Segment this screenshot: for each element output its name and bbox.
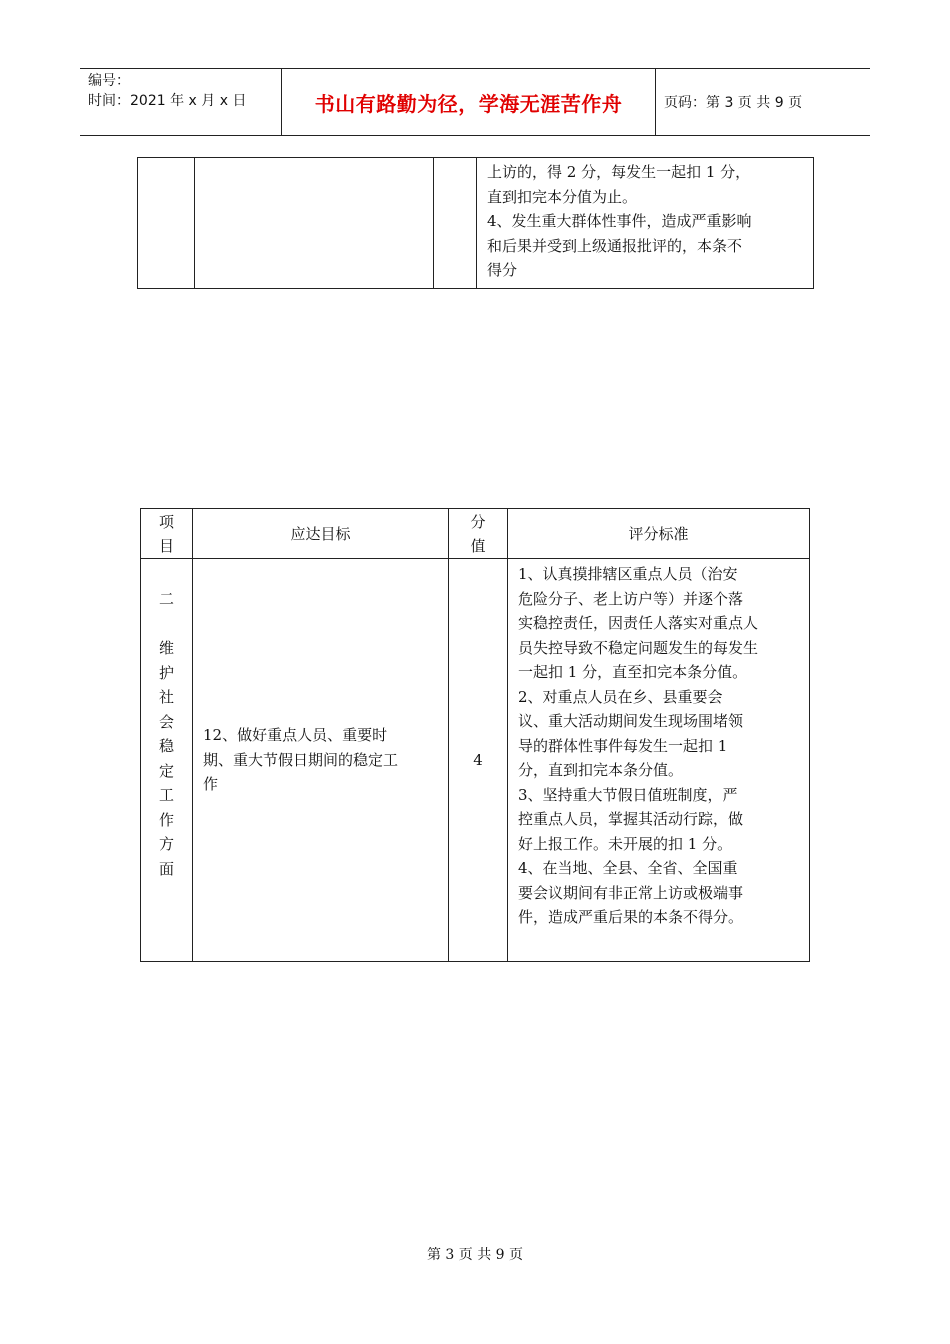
criteria-line: 要会议期间有非正常上访或极端事 [518,883,744,902]
header-criteria: 评分标准 [508,509,810,559]
header-number: 编号： [88,73,130,89]
criteria-line: 4、在当地、全县、全省、全国重 [518,859,738,877]
table-row [138,158,814,289]
continued-table [137,157,814,289]
header-text: 项 [158,512,174,531]
header-page: 页码：第 3 页 共 9 页 [664,95,803,111]
project-char: 工 [158,786,174,804]
project-char: 定 [158,761,174,780]
goal-line: 期、重大节假日期间的稳定工 [203,750,399,769]
header-time: 时间：2021 年 x 月 x 日 [88,93,247,109]
page-header [80,68,870,136]
criteria-cell [477,158,814,289]
criteria-line: 得分 [487,261,518,279]
project-char: 维 [158,639,174,657]
criteria-line: 件，造成严重后果的本条不得分。 [518,908,744,926]
project-char: 护 [158,663,174,682]
criteria-line: 实稳控责任，因责任人落实对重点人 [518,614,759,632]
criteria-line: 2、对重点人员在乡、县重要会 [518,687,723,706]
table-row [141,559,810,962]
project-char: 社 [158,688,174,706]
criteria-line: 和后果并受到上级通报批评的，本条不 [487,236,743,255]
project-char [141,612,192,637]
criteria-line: 控重点人员，掌握其活动行踪，做 [518,810,744,828]
criteria-line: 1、认真摸排辖区重点人员（治安 [518,565,738,583]
project-char: 稳 [158,737,174,755]
project-cell [141,559,193,962]
project-char: 作 [158,810,174,829]
score-cell [434,158,477,289]
project-char: 会 [158,712,174,731]
criteria-cell [508,559,810,962]
criteria-line: 4、发生重大群体性事件，造成严重影响 [487,212,752,230]
header-score [449,509,508,559]
goal-line: 12、做好重点人员、重要时 [203,726,388,745]
criteria-line: 议、重大活动期间发生现场围堵领 [518,712,744,730]
goal-cell [195,158,434,289]
project-char: 二 [158,590,174,608]
table-header-row [141,509,810,559]
header-meta [80,69,282,135]
header-project [141,509,193,559]
header-text: 目 [158,536,174,555]
score-cell: 4 [449,559,508,962]
criteria-line: 3、坚持重大节假日值班制度，严 [518,785,738,804]
header-text: 分 [470,512,486,531]
goal-line: 作 [203,775,219,794]
header-goal: 应达目标 [193,509,449,559]
project-char: 面 [158,859,174,878]
header-text: 值 [470,536,486,555]
goal-cell [193,559,449,962]
header-motto: 书山有路勤为径，学海无涯苦作舟 [282,69,656,135]
criteria-line: 一起扣 1 分，直至扣完本条分值。 [518,663,748,681]
scoring-table [140,508,810,962]
criteria-line: 好上报工作。未开展的扣 1 分。 [518,834,733,853]
criteria-line: 分，直到扣完本条分值。 [518,761,684,779]
criteria-line: 上访的，得 2 分，每发生一起扣 1 分， [487,163,751,181]
project-cell [138,158,195,289]
criteria-line: 员失控导致不稳定问题发生的每发生 [518,638,759,657]
page-footer: 第 3 页 共 9 页 [426,1247,524,1263]
criteria-line: 导的群体性事件每发生一起扣 1 [518,736,728,755]
criteria-line: 危险分子、老上访户等）并逐个落 [518,589,744,608]
project-char: 方 [158,835,174,853]
criteria-line: 直到扣完本分值为止。 [487,187,638,206]
